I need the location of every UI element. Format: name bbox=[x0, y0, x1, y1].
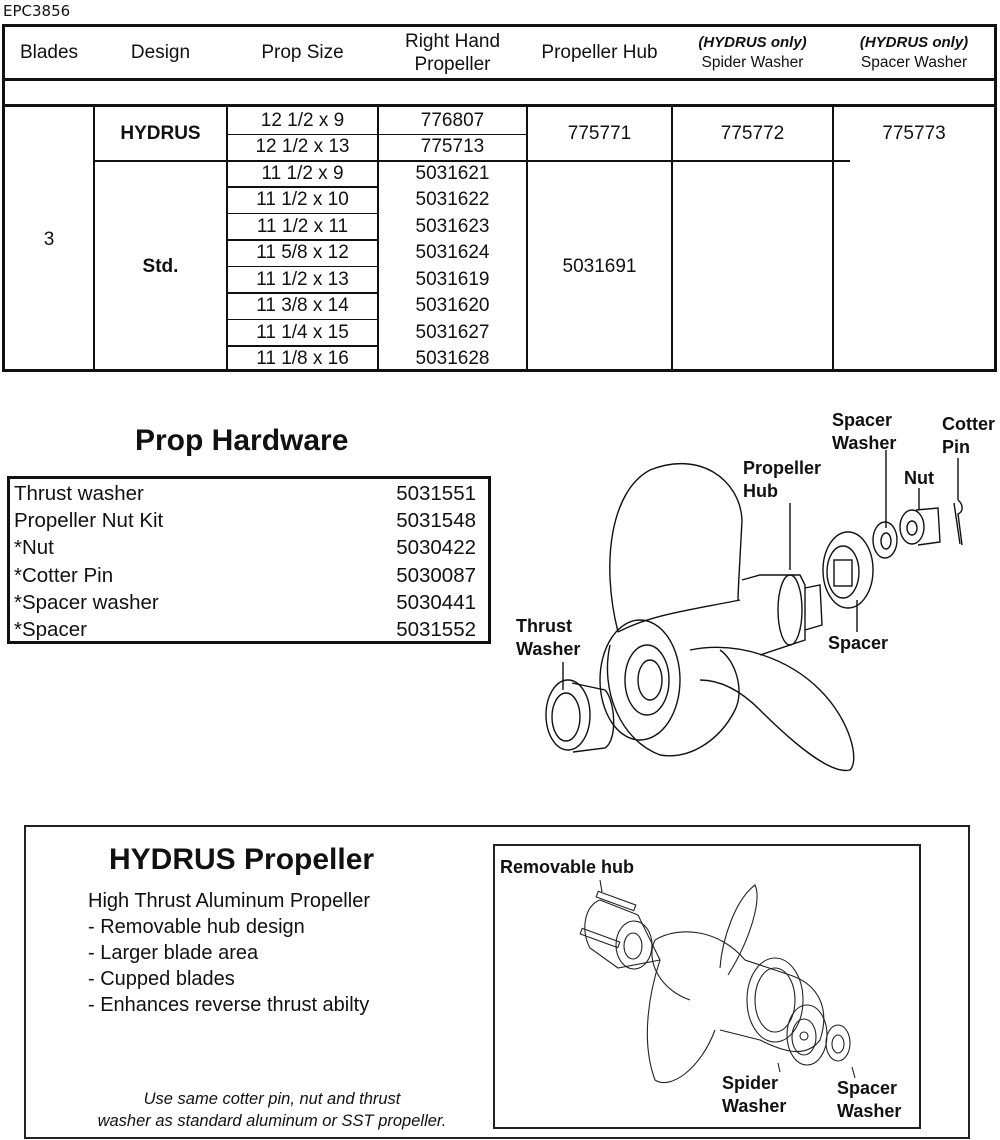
prop-size-cell: 11 1/2 x 9 bbox=[261, 162, 344, 184]
label-spacer-washer: Spacer Washer bbox=[832, 410, 897, 453]
label-nut: Nut bbox=[904, 468, 934, 488]
hydrus-feature: - Cupped blades bbox=[88, 968, 235, 990]
prop-size-cell: 11 1/2 x 10 bbox=[256, 189, 349, 210]
hardware-name: *Cotter Pin bbox=[14, 563, 114, 587]
document-id: EPC3856 bbox=[3, 2, 71, 20]
hardware-name: *Nut bbox=[14, 536, 54, 560]
design-hydrus: HYDRUS bbox=[120, 122, 201, 144]
header-spacer-washer: (HYDRUS only) Spacer Washer bbox=[859, 33, 969, 71]
label-spacer-washer-hydrus: Spacer Washer bbox=[837, 1078, 902, 1121]
header-prop-size: Prop Size bbox=[261, 42, 344, 63]
prop-size-cell: 12 1/2 x 13 bbox=[255, 136, 350, 157]
label-spider-washer: Spider Washer bbox=[722, 1073, 787, 1116]
part-number-cell: 5031621 bbox=[415, 162, 490, 184]
label-thrust-washer: Thrust Washer bbox=[516, 616, 581, 659]
design-std: Std. bbox=[142, 255, 179, 277]
blades-value: 3 bbox=[43, 228, 55, 250]
hydrus-subtitle: High Thrust Aluminum Propeller bbox=[88, 890, 370, 912]
hydrus-note-line-2: washer as standard aluminum or SST propeller. bbox=[97, 1112, 447, 1130]
part-number-cell: 775713 bbox=[420, 136, 485, 157]
prop-size-cell: 11 1/2 x 11 bbox=[256, 216, 349, 237]
hydrus-note-line-1: Use same cotter pin, nut and thrust bbox=[143, 1090, 401, 1108]
header-spider-washer: (HYDRUS only) Spider Washer bbox=[698, 33, 807, 71]
part-number-cell: 5031627 bbox=[415, 322, 490, 343]
hydrus-feature: - Removable hub design bbox=[88, 916, 305, 938]
part-number-cell: 5031619 bbox=[415, 269, 490, 290]
hardware-part: 5030087 bbox=[396, 563, 476, 587]
hardware-name: Thrust washer bbox=[14, 481, 144, 505]
hub-hydrus: 775771 bbox=[567, 122, 632, 144]
label-cotter-pin: Cotter Pin bbox=[942, 414, 995, 457]
hardware-part: 5031548 bbox=[396, 508, 476, 532]
label-propeller-hub: Propeller Hub bbox=[743, 458, 822, 501]
spacer-washer-hydrus: 775773 bbox=[882, 122, 946, 144]
part-number-cell: 5031624 bbox=[415, 242, 490, 263]
part-number-cell: 776807 bbox=[420, 109, 485, 131]
hardware-part: 5031551 bbox=[396, 481, 476, 505]
part-number-cell: 5031620 bbox=[415, 295, 490, 316]
prop-size-cell: 11 1/2 x 13 bbox=[256, 269, 349, 290]
label-spacer: Spacer bbox=[828, 633, 889, 653]
spider-washer-hydrus: 775772 bbox=[720, 122, 785, 144]
hardware-part: 5030441 bbox=[396, 590, 476, 614]
header-right-hand-propeller: Right Hand Propeller bbox=[404, 30, 501, 75]
prop-size-cell: 11 3/8 x 14 bbox=[256, 295, 349, 316]
header-propeller-hub: Propeller Hub bbox=[541, 42, 658, 63]
hardware-part: 5030422 bbox=[396, 536, 476, 560]
prop-size-cell: 11 1/4 x 15 bbox=[256, 322, 349, 343]
header-design: Design bbox=[130, 42, 191, 63]
header-blades: Blades bbox=[19, 42, 79, 63]
label-removable-hub: Removable hub bbox=[500, 857, 635, 877]
hub-std: 5031691 bbox=[562, 255, 637, 277]
prop-size-cell: 12 1/2 x 9 bbox=[260, 109, 345, 131]
hardware-part: 5031552 bbox=[396, 618, 476, 642]
part-number-cell: 5031622 bbox=[415, 189, 490, 210]
part-number-cell: 5031628 bbox=[415, 348, 490, 369]
hydrus-feature: - Enhances reverse thrust abilty bbox=[88, 994, 370, 1016]
prop-size-cell: 11 1/8 x 16 bbox=[256, 348, 349, 369]
hardware-name: *Spacer bbox=[14, 618, 87, 642]
hardware-name: *Spacer washer bbox=[14, 590, 159, 614]
part-number-cell: 5031623 bbox=[415, 216, 490, 237]
hardware-name: Propeller Nut Kit bbox=[14, 508, 164, 532]
hydrus-feature: - Larger blade area bbox=[88, 942, 259, 964]
prop-size-cell: 11 5/8 x 12 bbox=[256, 242, 349, 263]
hydrus-title: HYDRUS Propeller bbox=[109, 843, 375, 876]
prop-hardware-title: Prop Hardware bbox=[135, 424, 349, 457]
